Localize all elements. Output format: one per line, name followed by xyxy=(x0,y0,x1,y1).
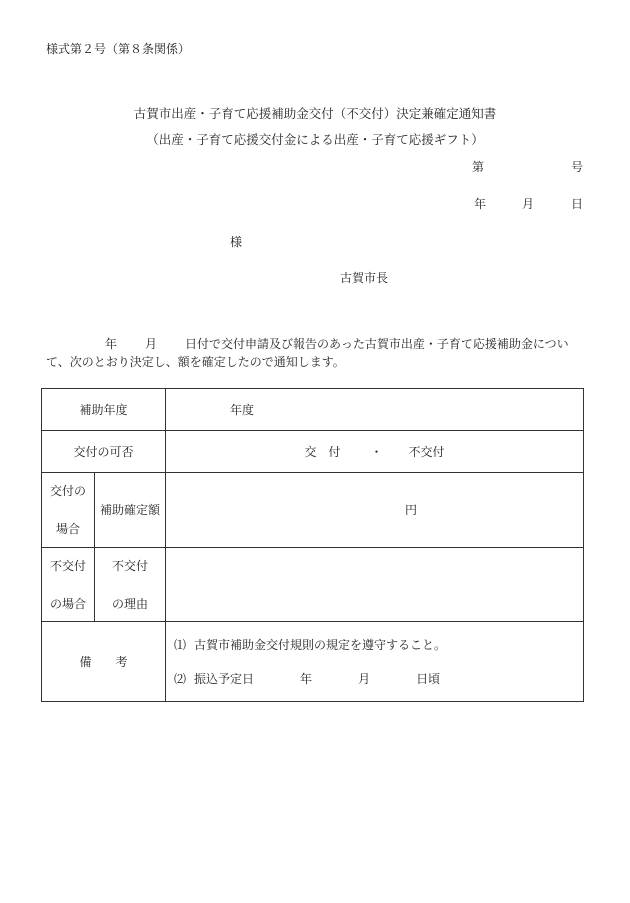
confirmed-amount-label: 補助確定額 xyxy=(95,473,166,548)
grant-case-label-line2: 場合 xyxy=(55,522,80,536)
fiscal-year-value-cell xyxy=(166,389,584,431)
document-subtitle: （出産・子育て応援交付金による出産・子育て応援ギフト） xyxy=(146,132,484,147)
date-day-label: 日 xyxy=(571,197,584,211)
remark-1-number: ⑴ xyxy=(174,637,187,652)
remark-2-text: 振込予定日 xyxy=(194,671,255,686)
decision-separator: ・ xyxy=(370,444,383,459)
grant-case-row xyxy=(42,473,584,548)
remark-2-month: 月 xyxy=(358,671,371,686)
remark-2-number: ⑵ xyxy=(174,671,187,686)
document-number-suffix: 号 xyxy=(571,160,584,174)
document-title: 古賀市出産・子育て応援補助金交付（不交付）決定兼確定通知書 xyxy=(133,106,497,121)
remarks-cell xyxy=(166,622,584,702)
notice-body xyxy=(46,335,591,371)
decision-nogrant-option: 不交付 xyxy=(408,444,445,459)
decision-options xyxy=(166,431,584,473)
body-year-label: 年 xyxy=(105,337,118,351)
decision-label: 交付の可否 xyxy=(42,431,166,473)
nogrant-reason-label-line2: の理由 xyxy=(112,596,149,611)
nogrant-case-label-line1: 不交付 xyxy=(49,558,86,573)
fiscal-year-label: 補助年度 xyxy=(42,389,166,431)
decision-grant-option: 交 付 xyxy=(304,444,341,459)
remark-2-day: 日頃 xyxy=(416,671,441,686)
remark-item-1 xyxy=(166,638,583,652)
document-number-prefix: 第 xyxy=(472,160,485,174)
grant-case-label-line1: 交付の xyxy=(49,484,86,498)
nogrant-reason-label-cell xyxy=(95,548,166,622)
decision-table xyxy=(41,388,584,702)
remark-1-text: 古賀市補助金交付規則の規定を遵守すること。 xyxy=(194,637,447,652)
nogrant-reason-value-cell xyxy=(166,548,584,622)
grant-case-label-cell xyxy=(42,473,95,548)
fiscal-year-value: 年度 xyxy=(230,402,255,417)
remarks-label: 備 考 xyxy=(42,622,166,702)
body-month-label: 月 xyxy=(145,337,158,351)
date-month-label: 月 xyxy=(522,197,535,211)
nogrant-case-label-line2: の場合 xyxy=(49,596,86,611)
date-year-label: 年 xyxy=(474,197,487,211)
nogrant-case-label-cell xyxy=(42,548,95,622)
decision-row xyxy=(42,431,584,473)
nogrant-case-row xyxy=(42,548,584,622)
nogrant-reason-label-line1: 不交付 xyxy=(112,558,149,573)
remark-item-2 xyxy=(166,672,583,686)
form-number: 様式第２号（第８条関係） xyxy=(46,42,191,56)
sender-name: 古賀市長 xyxy=(340,271,389,285)
amount-unit: 円 xyxy=(405,503,418,517)
fiscal-year-row xyxy=(42,389,584,431)
addressee-honorific: 様 xyxy=(230,235,243,249)
confirmed-amount-cell xyxy=(166,473,584,548)
body-text: 日付で交付申請及び報告のあった古賀市出産・子育て応援補助金について、次のとおり決定し、額を確定したので通知します。 xyxy=(46,337,569,369)
remark-2-year: 年 xyxy=(300,671,313,686)
remarks-row xyxy=(42,622,584,702)
